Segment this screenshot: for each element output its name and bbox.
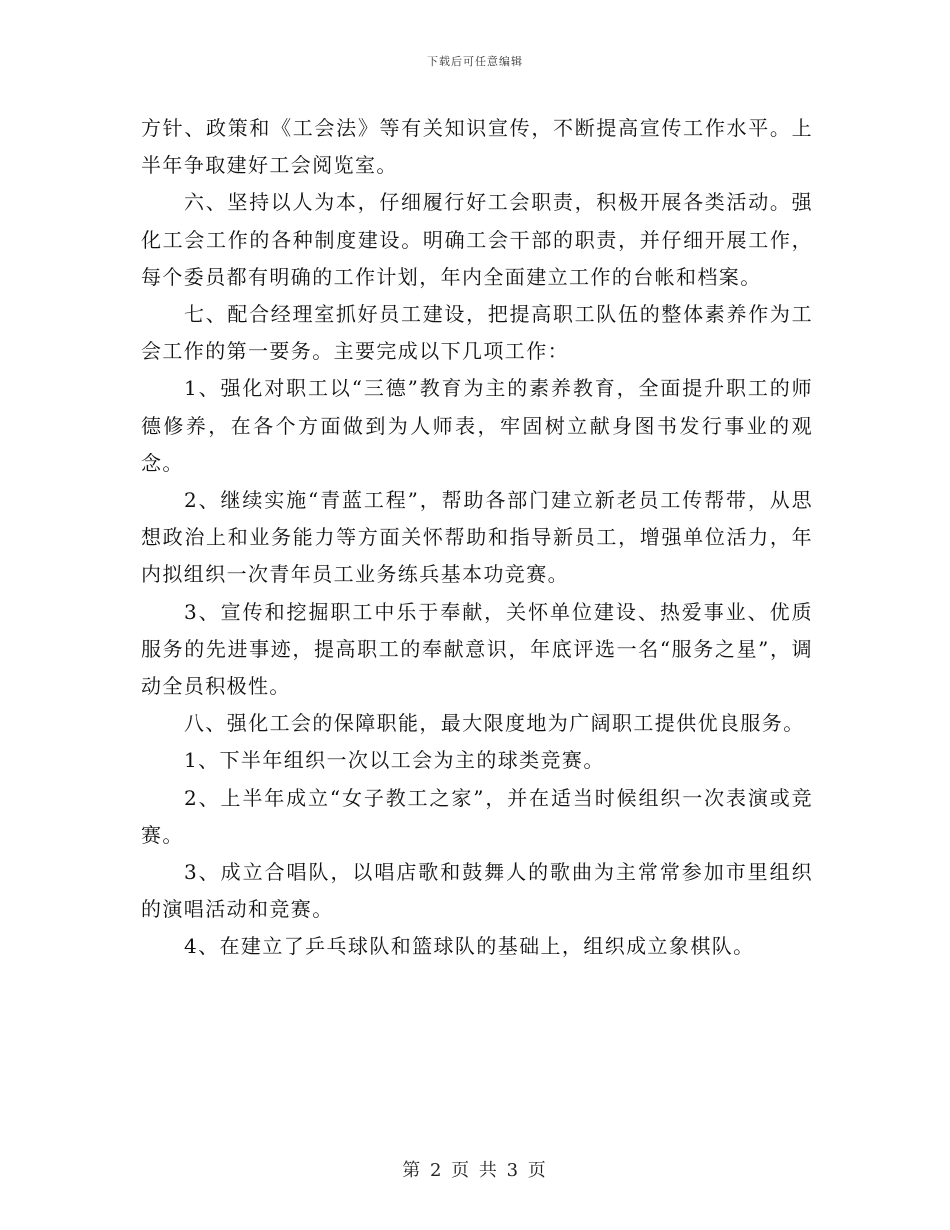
paragraph-10: 3、成立合唱队，以唱店歌和鼓舞人的歌曲为主常常参加市里组织的演唱活动和竞赛。 xyxy=(141,860,813,922)
page-header-note: 下载后可任意编辑 xyxy=(427,55,523,68)
paragraph-1: 方针、政策和《工会法》等有关知识宣传，不断提高宣传工作水平。上半年争取建好工会阅览室。 xyxy=(141,116,813,178)
paragraph-8: 1、下半年组织一次以工会为主的球类竞赛。 xyxy=(184,748,605,773)
document-body xyxy=(141,110,813,966)
paragraph-11: 4、在建立了乒乓球队和篮球队的基础上，组织成立象棋队。 xyxy=(184,934,755,959)
paragraph-9: 2、上半年成立“女子教工之家”，并在适当时候组织一次表演或竞赛。 xyxy=(141,785,813,847)
page-number: 第 2 页 共 3 页 xyxy=(402,1160,548,1181)
paragraph-4: 1、强化对职工以“三德”教育为主的素养教育，全面提升职工的师德修养，在各个方面做到为人师表，牢固树立献身图书发行事业的观念。 xyxy=(141,376,813,475)
paragraph-2: 六、坚持以人为本，仔细履行好工会职责，积极开展各类活动。强化工会工作的各种制度建设。明确工会干部的职责，并仔细开展工作，每个委员都有明确的工作计划，年内全面建立工作的台帐和档案。 xyxy=(141,190,813,289)
paragraph-7: 八、强化工会的保障职能，最大限度地为广阔职工提供优良服务。 xyxy=(184,711,805,736)
paragraph-3: 七、配合经理室抓好员工建设，把提高职工队伍的整体素养作为工会工作的第一要务。主要完成以下几项工作： xyxy=(141,302,813,364)
paragraph-5: 2、继续实施“青蓝工程”，帮助各部门建立新老员工传帮带，从思想政治上和业务能力等方面关怀帮助和指导新员工，增强单位活力，年内拟组织一次青年员工业务练兵基本功竞赛。 xyxy=(141,488,813,587)
paragraph-6: 3、宣传和挖掘职工中乐于奉献，关怀单位建设、热爱事业、优质服务的先进事迹，提高职工的奉献意识，年底评选一名“服务之星”，调动全员积极性。 xyxy=(141,599,813,699)
